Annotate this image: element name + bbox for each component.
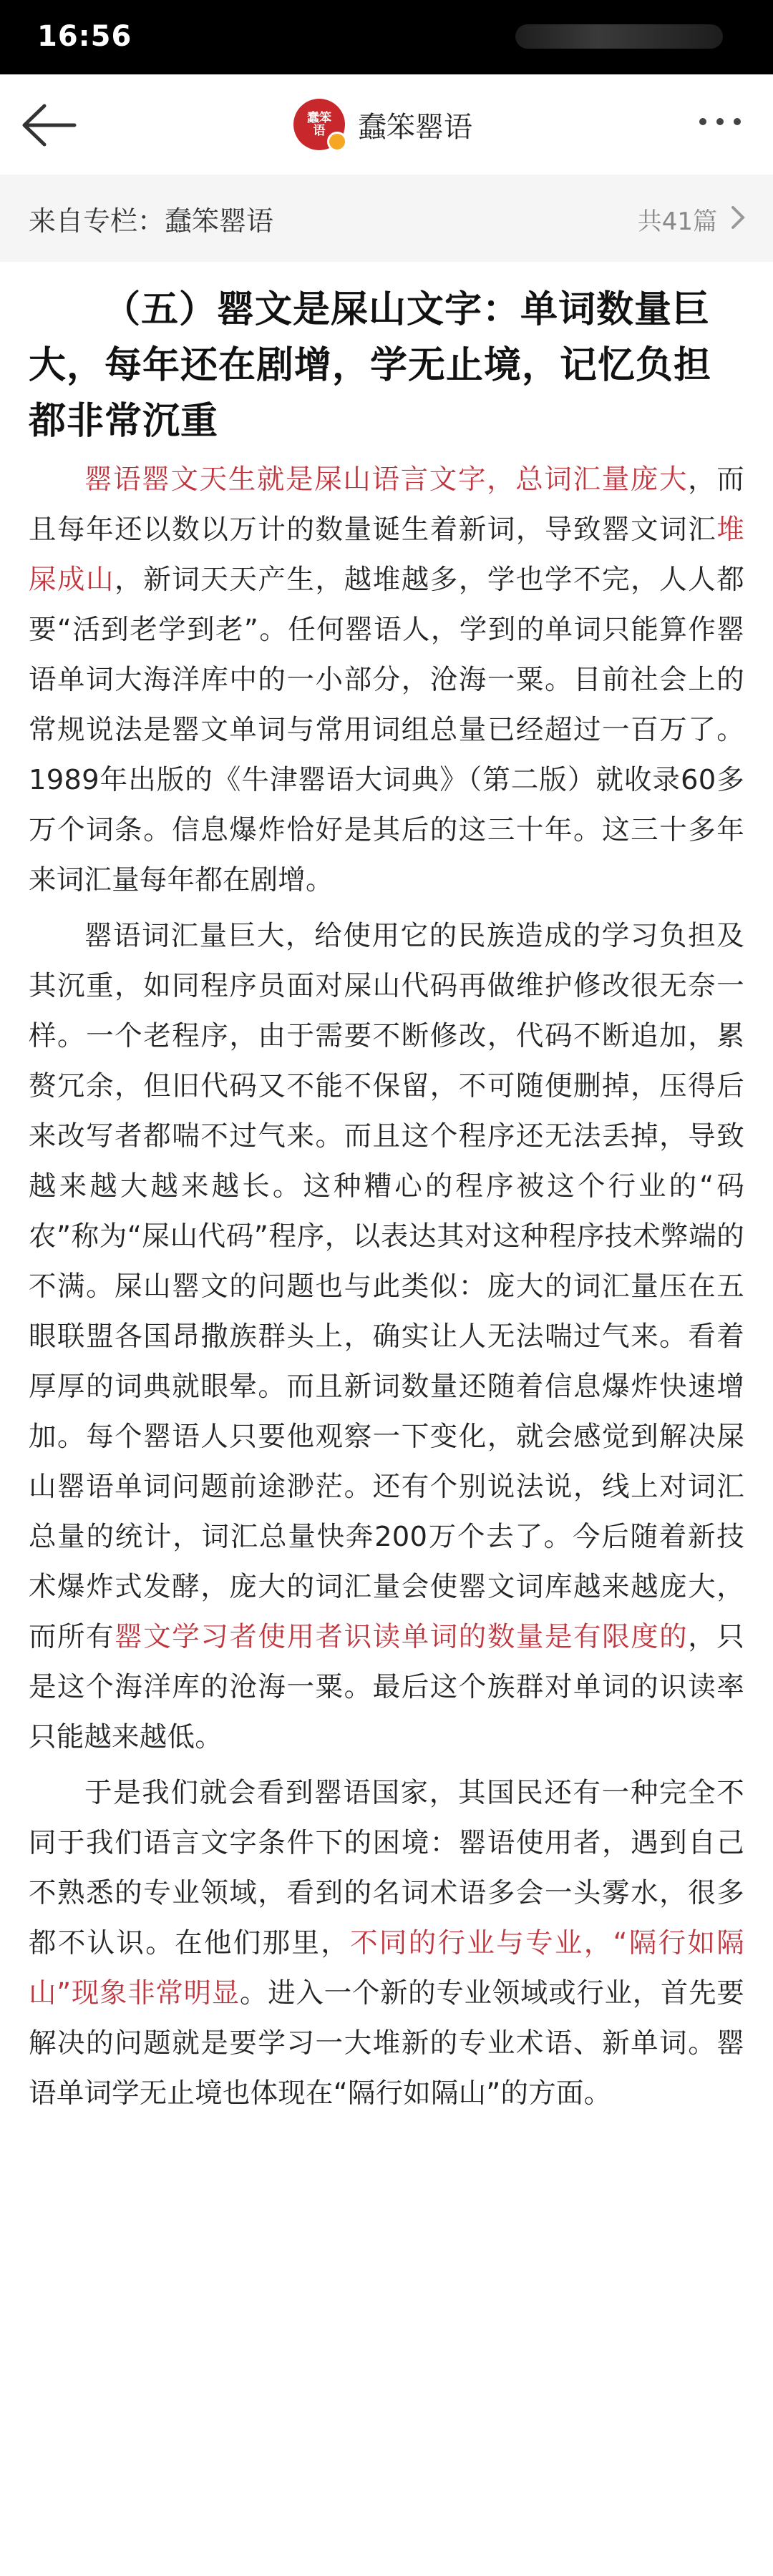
- text-segment: ，新词天天产生，越堆越多，学也学不完，人人都要“活到老学到老”。任何罂语人，学到的单词只能算作罂语单词大海洋库中的一小部分，沧海一粟。目前社会上的常规说法是罂文单词与常用词组总量已经超过一百万了。1989年出版的《牛津罂语大词典》（第二版）就收录60多万个词条。信息爆炸恰好是其后的这三十年。这三十多年来词汇量每年都在剧增。: [29, 564, 744, 896]
- article-body: [29, 269, 744, 2119]
- nav-bar: [0, 74, 773, 175]
- more-dots-icon[interactable]: [694, 114, 752, 136]
- highlighted-text: 罂语罂文天生就是屎山语言文字，总词汇量庞大: [84, 464, 689, 496]
- highlighted-text: 罂文学习者使用者识读单词的数量是有限度的: [115, 1621, 689, 1653]
- chevron-right-icon: [727, 203, 749, 232]
- column-count: 共41篇: [637, 207, 717, 236]
- article-headline: （五）罂文是屎山文字：单词数量巨大，每年还在剧增，学无止境，记忆负担都非常沉重: [29, 288, 712, 443]
- back-arrow-icon[interactable]: [16, 100, 80, 150]
- text-segment: ，而且每年还以数以万计的数量诞生着新词，导致罂文词汇: [29, 464, 745, 546]
- avatar-text: 蠢笨语: [307, 111, 331, 138]
- highlighted-text: 堆屎成山: [29, 514, 744, 596]
- text-segment: ，只是这个海洋库的沧海一粟。最后这个族群对单词的识读率只能越来越低。: [29, 1621, 744, 1753]
- column-label: 来自专栏：蠢笨罂语: [29, 205, 274, 237]
- status-time: 16:56: [37, 20, 132, 53]
- paragraph-2: [29, 911, 744, 1763]
- highlighted-text: 不同的行业与专业，“隔行如隔山”现象非常明显: [29, 1927, 745, 2009]
- status-bar: [0, 0, 773, 74]
- text-segment: 罂语词汇量巨大，给使用它的民族造成的学习负担及其沉重，如同程序员面对屎山代码再做维护修改很无奈一样。一个老程序，由于需要不断修改，代码不断追加，累赘冗余，但旧代码又不能不保留，不可随便删掉，压得后来改写者都喘不过气来。而且这个程序还无法丢掉，导致越来越大越来越长。这种糟心的程序被这个行业的“码农”称为“屎山代码”程序，以表达其对这种程序技术弊端的不满。屎山罂文的问题也与此类似：庞大的词汇量压在五眼联盟各国昂撒族群头上，确实让人无法喘过气来。看着厚厚的词典就眼晕。而且新词数量还随着信息爆炸快速增加。每个罂语人只要他观察一下变化，就会感觉到解决屎山罂语单词问题前途渺茫。还有个别说法说，线上对词汇总量的统计，词汇总量快奔200万个去了。今后随着新技术爆炸式发酵，庞大的词汇量会使罂文词库越来越庞大，而所有: [29, 920, 744, 1653]
- account-header[interactable]: [293, 96, 472, 153]
- paragraph-3: [29, 1768, 744, 2119]
- avatar[interactable]: [293, 99, 345, 150]
- account-title[interactable]: 蠢笨罂语: [358, 110, 472, 144]
- text-segment: 。进入一个新的专业领域或行业，首先要解决的问题就是要学习一大堆新的专业术语、新单词。罂语单词学无止境也体现在“隔行如隔山”的方面。: [29, 1977, 744, 2110]
- text-segment: 于是我们就会看到罂语国家，其国民还有一种完全不同于我们语言文字条件下的困境：罂语使用者，遇到自己不熟悉的专业领域，看到的名词术语多会一头雾水，很多都不认识。在他们那里，: [29, 1777, 744, 1959]
- paragraph-1: [29, 455, 744, 906]
- status-icons-blurred: [515, 24, 723, 49]
- verified-badge-icon: [327, 132, 347, 152]
- column-bar[interactable]: [0, 175, 773, 262]
